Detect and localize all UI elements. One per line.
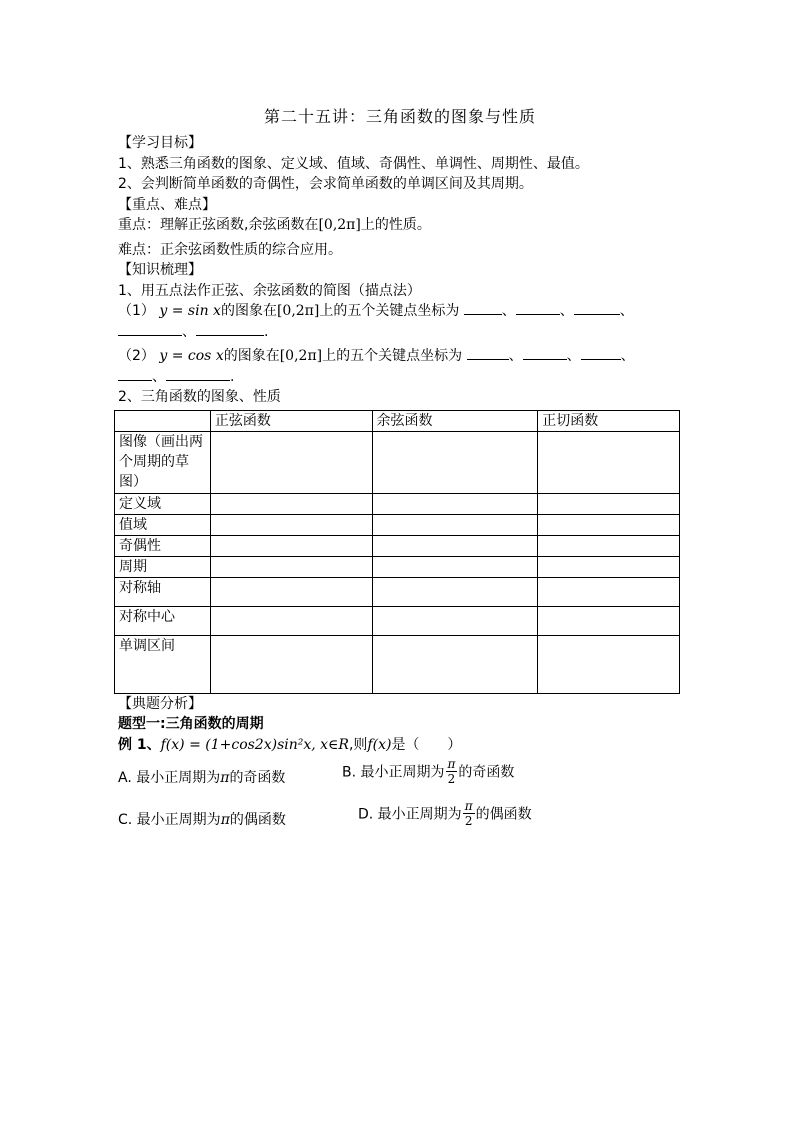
row-label-symmetry-axis: 对称轴	[115, 577, 211, 606]
row-label-period: 周期	[115, 556, 211, 577]
option-b[interactable]: B. 最小正周期为 $\frac{\pi}{2}$ 的奇函数	[342, 757, 515, 786]
answer-cell[interactable]	[538, 514, 680, 535]
section-goals-heading: 【学习目标】	[118, 135, 202, 151]
row-label-monotonic: 单调区间	[115, 635, 211, 693]
review-item-2: 2、三角函数的图象、性质	[118, 389, 281, 405]
answer-cell[interactable]	[372, 606, 538, 635]
table-header-cell	[115, 410, 211, 431]
blank-field[interactable]	[523, 346, 567, 360]
table-row	[115, 514, 680, 535]
blank-field[interactable]	[581, 346, 621, 360]
key-point: 重点：理解正弦函数,余弦函数在[0,2π]上的性质。	[118, 217, 431, 233]
fraction-pi-over-2: $\frac{\pi}{2}$	[464, 799, 473, 828]
example-1: 例 1、f(x) = (1+cos2x)sin²x, x∈R,则f(x)是（ ）	[118, 736, 462, 753]
review-item-1: 1、用五点法作正弦、余弦函数的简图（描点法）	[118, 282, 421, 299]
answer-cell[interactable]	[210, 493, 372, 514]
blank-field[interactable]	[516, 301, 560, 315]
table-row	[115, 606, 680, 635]
answer-cell[interactable]	[210, 635, 372, 693]
answer-cell[interactable]	[210, 535, 372, 556]
row-label-symmetry-center: 对称中心	[115, 606, 211, 635]
table-row	[115, 431, 680, 493]
option-d[interactable]: D. 最小正周期为 $\frac{\pi}{2}$ 的偶函数	[358, 799, 532, 828]
answer-cell[interactable]	[372, 431, 538, 493]
table-header-tangent: 正切函数	[538, 410, 680, 431]
answer-cell[interactable]	[538, 493, 680, 514]
row-label-graph: 图像（画出两个周期的草图）	[115, 431, 211, 493]
fraction-pi-over-2: $\frac{\pi}{2}$	[447, 757, 456, 786]
answer-cell[interactable]	[538, 556, 680, 577]
answer-cell[interactable]	[372, 514, 538, 535]
table-header-sine: 正弦函数	[210, 410, 372, 431]
section-key-heading: 【重点、难点】	[118, 196, 216, 213]
answer-cell[interactable]	[372, 556, 538, 577]
blank-field[interactable]	[464, 301, 502, 315]
blank-field[interactable]	[118, 322, 182, 336]
difficulty-point: 难点：正余弦函数性质的综合应用。	[118, 241, 342, 258]
blank-field[interactable]	[166, 367, 230, 381]
table-header-cosine: 余弦函数	[372, 410, 538, 431]
options-row-1	[118, 757, 682, 801]
answer-cell[interactable]	[372, 493, 538, 514]
answer-cell[interactable]	[210, 577, 372, 606]
answer-cell[interactable]	[210, 556, 372, 577]
goal-item-1: 1、熟悉三角函数的图象、定义域、值域、奇偶性、单调性、周期性、最值。	[118, 155, 589, 172]
sin-keypoints-line-2: 、 .	[118, 322, 682, 343]
answer-cell[interactable]	[210, 514, 372, 535]
table-row	[115, 535, 680, 556]
answer-cell[interactable]	[210, 431, 372, 493]
table-row	[115, 493, 680, 514]
row-label-range: 值域	[115, 514, 211, 535]
cos-keypoints-line: （2） y = cos x的图象在[0,2π]上的五个关键点坐标为 、 、 、	[118, 348, 635, 364]
answer-cell[interactable]	[538, 535, 680, 556]
blank-field[interactable]	[118, 367, 152, 381]
row-label-parity: 奇偶性	[115, 535, 211, 556]
section-review-heading: 【知识梳理】	[118, 262, 202, 278]
answer-cell[interactable]	[372, 635, 538, 693]
goal-item-2: 2、会判断简单函数的奇偶性，会求简单函数的单调区间及其周期。	[118, 176, 533, 192]
option-a[interactable]: A. 最小正周期为π的奇函数	[118, 770, 286, 786]
answer-cell[interactable]	[372, 535, 538, 556]
table-header-row	[115, 410, 680, 431]
question-type-heading: 题型一:三角函数的周期	[118, 716, 264, 732]
answer-cell[interactable]	[372, 577, 538, 606]
table-row	[115, 556, 680, 577]
table-row	[115, 577, 680, 606]
blank-field[interactable]	[467, 346, 509, 360]
worksheet-page	[118, 104, 682, 843]
blank-field[interactable]	[196, 322, 264, 336]
answer-cell[interactable]	[210, 606, 372, 635]
answer-cell[interactable]	[538, 606, 680, 635]
cos-keypoints-line-2: 、 .	[118, 367, 682, 388]
row-label-domain: 定义域	[115, 493, 211, 514]
blank-field[interactable]	[574, 301, 620, 315]
properties-table	[114, 410, 680, 694]
sin-keypoints-line: （1） y = sin x的图象在[0,2π]上的五个关键点坐标为 、 、 、	[118, 303, 634, 319]
answer-cell[interactable]	[538, 577, 680, 606]
page-title: 第二十五讲：三角函数的图象与性质	[263, 107, 536, 126]
answer-cell[interactable]	[538, 431, 680, 493]
option-c[interactable]: C. 最小正周期为π的偶函数	[118, 812, 286, 828]
answer-cell[interactable]	[538, 635, 680, 693]
options-row-2	[118, 799, 682, 843]
table-row	[115, 635, 680, 693]
section-analysis-heading: 【典题分析】	[118, 695, 202, 712]
